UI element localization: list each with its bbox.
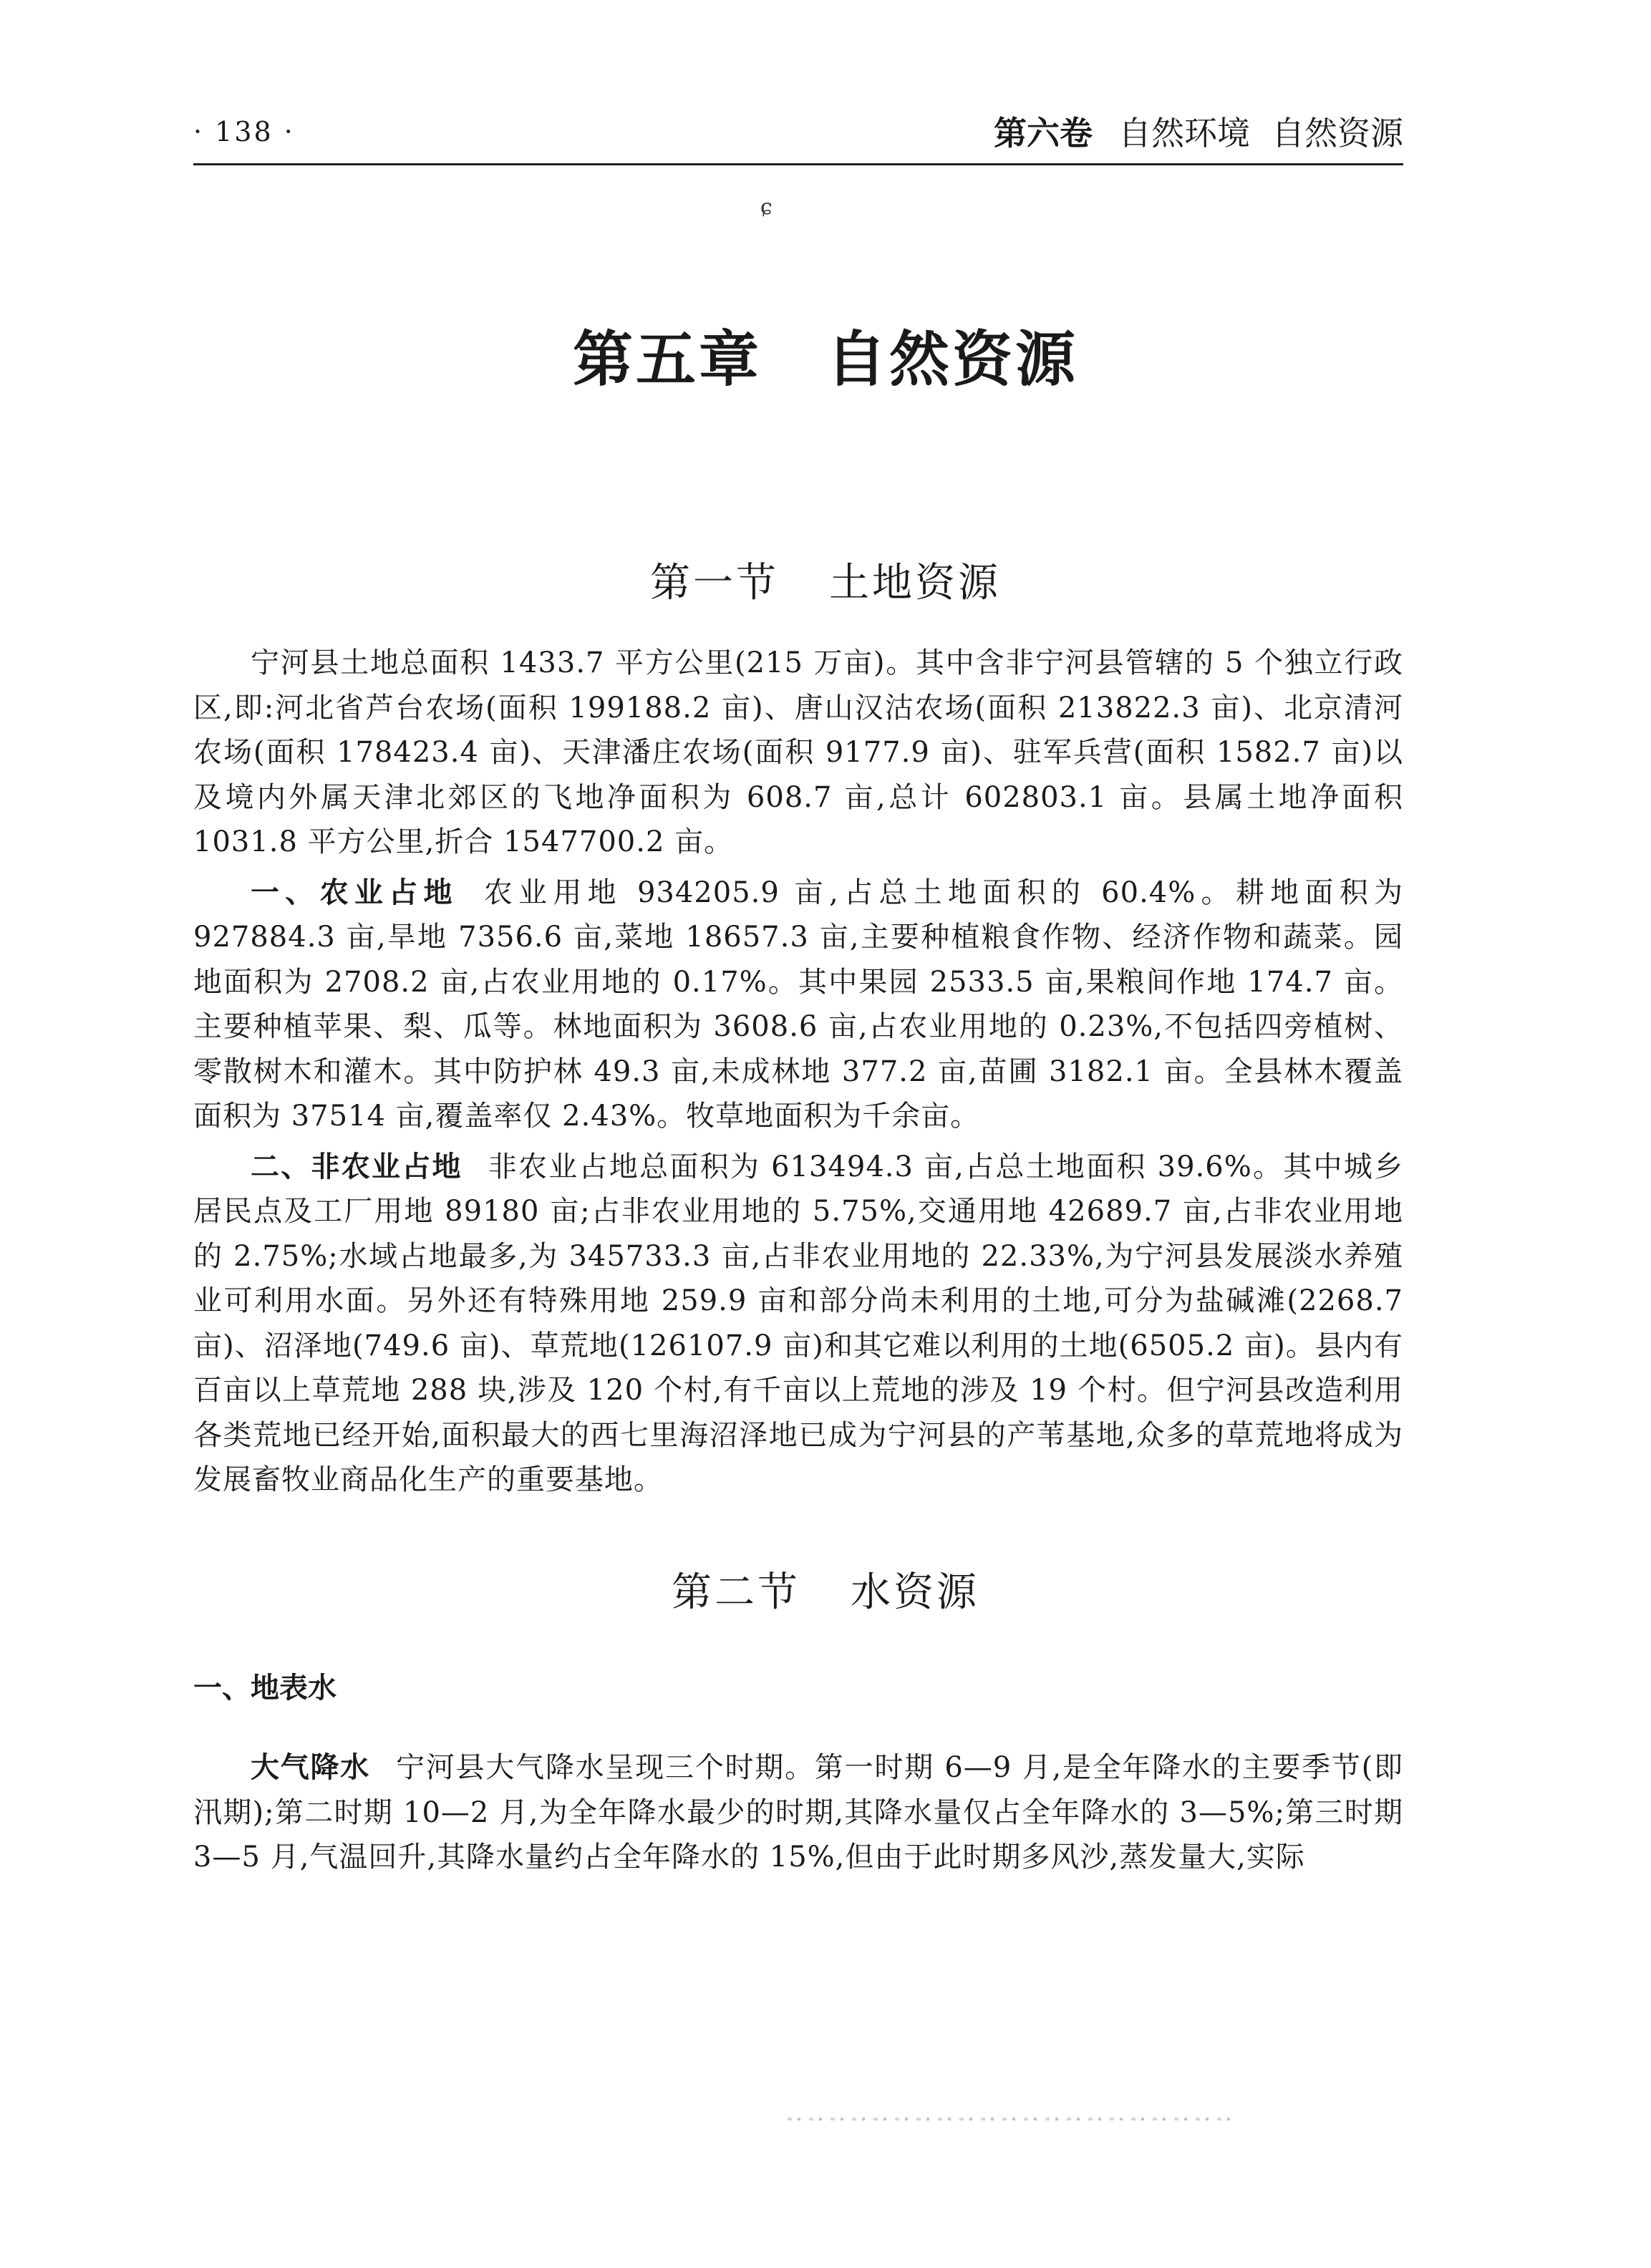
paragraph-non-agriculture <box>193 1145 1403 1503</box>
header-rule <box>193 163 1403 165</box>
paragraph-lead: 大气降水 <box>251 1751 371 1784</box>
header-volume: 第六卷 <box>994 114 1093 152</box>
paragraph-agriculture <box>193 871 1403 1139</box>
section-name: 水资源 <box>851 1569 979 1616</box>
section-title-water <box>0 1561 1651 1618</box>
paragraph-lead: 一、农业占地 <box>251 876 458 909</box>
paragraph-text: 宁河县大气降水呈现三个时期。第一时期 6—9 月,是全年降水的主要季节(即汛期);第二时期 10—2 月,为全年降水最少的时期,其降水量仅占全年降水的 3—5%;第三时期 3—5 月,气温回升,其降水量约占全年降水的 15%,但由于此时期多风沙,蒸发量大,实际 <box>193 1751 1404 1874</box>
subheading-surface-water: 一、地表水 <box>193 1672 337 1705</box>
chapter-title <box>0 311 1651 398</box>
paragraph-text: 农业用地 934205.9 亩,占总土地面积的 60.4%。耕地面积为 927884.3 亩,旱地 7356.6 亩,菜地 18657.3 亩,主要种植粮食作物、经济作物和蔬菜。园地面积为 2708.2 亩,占农业用地的 0.17%。其中果园 2533.5 亩,果粮间作地 174.7 亩。主要种植苹果、梨、瓜等。林地面积为 3608.6 亩,占农业用地的 0.23%,不包括四旁植树、零散树木和灌木。其中防护林 49.3 亩,未成林地 377.2 亩,苗圃 3182.1 亩。全县林木覆盖面积为 37514 亩,覆盖率仅 2.43%。牧草地面积为千余亩。 <box>193 876 1403 1133</box>
header-section-1: 自然环境 <box>1118 114 1250 152</box>
scan-noise <box>788 2118 1231 2121</box>
paragraph-intro: 宁河县土地总面积 1433.7 平方公里(215 万亩)。其中含非宁河县管辖的 5 个独立行政区,即:河北省芦台农场(面积 199188.2 亩)、唐山汉沽农场(面积 213822.3 亩)、北京清河农场(面积 178423.4 亩)、天津潘庄农场(面积 9177.9 亩)、驻军兵营(面积 1582.7 亩)以及境内外属天津北郊区的飞地净面积为 608.7 亩,总计 602803.1 亩。县属土地净面积 1031.8 平方公里,折合 1547700.2 亩。 <box>193 646 1403 858</box>
land-resources-body <box>193 641 1403 1503</box>
water-resources-body <box>193 1745 1403 1880</box>
section-title-land <box>0 551 1651 609</box>
page-number: · 138 · <box>193 116 295 147</box>
running-header <box>193 107 1403 165</box>
paragraph-lead: 二、非农业占地 <box>251 1150 463 1183</box>
paragraph-text: 非农业占地总面积为 613494.3 亩,占总土地面积 39.6%。其中城乡居民点及工厂用地 89180 亩;占非农业用地的 5.75%,交通用地 42689.7 亩,占非农业用地的 2.75%;水域占地最多,为 345733.3 亩,占非农业用地的 22.33%,为宁河县发展淡水养殖业可利用水面。另外还有特殊用地 259.9 亩和部分尚未利用的土地,可分为盐碱滩(2268.7 亩)、沼泽地(749.6 亩)、草荒地(126107.9 亩)和其它难以利用的土地(6505.2 亩)。县内有百亩以上草荒地 288 块,涉及 120 个村,有千亩以上荒地的涉及 19 个村。但宁河县改造利用各类荒地已经开始,面积最大的西七里海沼泽地已成为宁河县的产苇基地,众多的草荒地将成为发展畜牧业商品化生产的重要基地。 <box>193 1150 1403 1496</box>
section-name: 土地资源 <box>829 560 1001 606</box>
header-section-2: 自然资源 <box>1272 114 1403 152</box>
section-number: 第一节 <box>650 560 779 606</box>
header-breadcrumb <box>994 107 1403 155</box>
section-number: 第二节 <box>672 1569 800 1616</box>
paragraph-precipitation <box>193 1745 1403 1880</box>
chapter-number: 第五章 <box>572 324 762 394</box>
scan-mark: ɕ <box>760 195 773 220</box>
chapter-name: 自然资源 <box>826 324 1079 394</box>
